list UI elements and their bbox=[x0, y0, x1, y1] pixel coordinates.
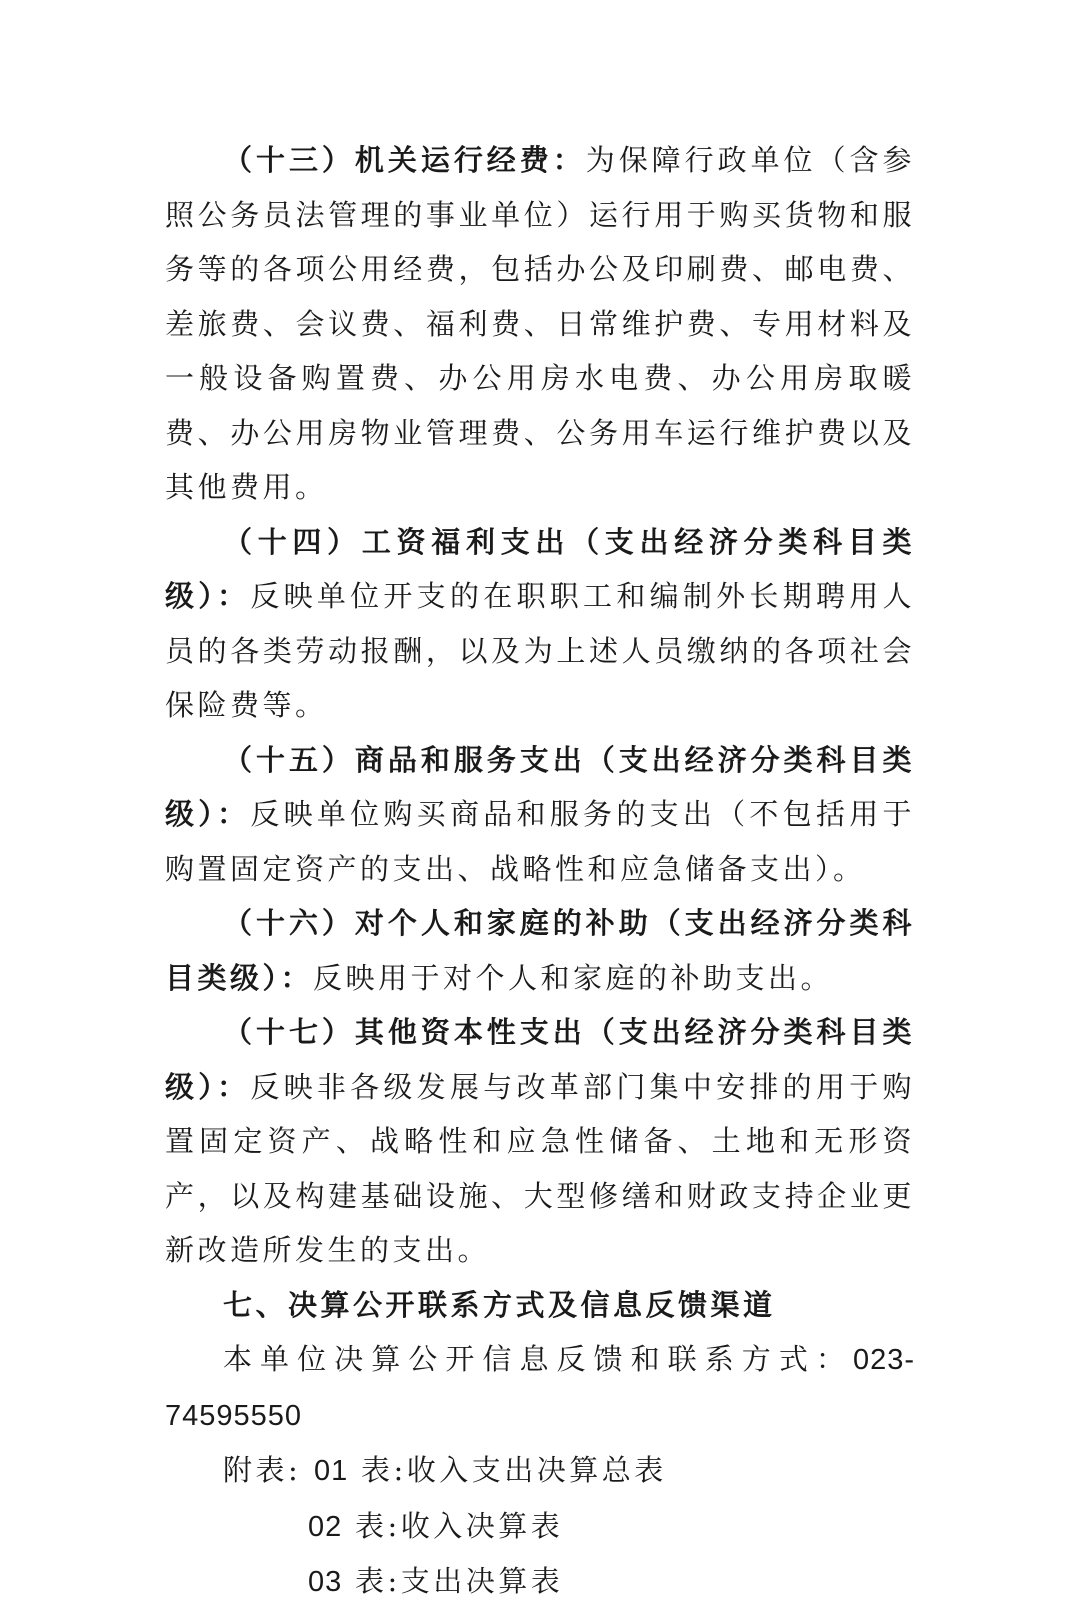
attachment-row-01 bbox=[165, 1443, 915, 1499]
contact-label: 本单位决算公开信息反馈和联系方式： bbox=[223, 1342, 853, 1376]
section-17-label: （十七）其他资本性支出（支出经济分类科目类级）： bbox=[165, 1015, 915, 1104]
document-body bbox=[165, 133, 915, 1610]
attachment-num: 01 bbox=[314, 1455, 349, 1487]
attachment-row-03 bbox=[165, 1554, 915, 1610]
section-16-paragraph bbox=[165, 896, 915, 1005]
section-7-heading: 七、决算公开联系方式及信息反馈渠道 bbox=[223, 1287, 776, 1322]
section-14-paragraph bbox=[165, 515, 915, 733]
attachment-name: 表:收入支出决算总表 bbox=[360, 1453, 667, 1487]
attachment-prefix: 附表: bbox=[223, 1453, 302, 1487]
section-17-paragraph bbox=[165, 1005, 915, 1278]
section-15-text: 反映单位购买商品和服务的支出（不包括用于购置固定资产的支出、战略性和应急储备支出）。 bbox=[165, 797, 915, 886]
section-16-text: 反映用于对个人和家庭的补助支出。 bbox=[313, 960, 834, 995]
attachment-name: 表:支出决算表 bbox=[354, 1564, 564, 1598]
section-16-label: （十六）对个人和家庭的补助（支出经济分类科目类级）： bbox=[165, 906, 915, 995]
attachment-num: 03 bbox=[308, 1566, 343, 1598]
attachment-row-02 bbox=[165, 1499, 915, 1555]
section-13-label: （十三）机关运行经费： bbox=[223, 143, 586, 177]
section-15-label: （十五）商品和服务支出（支出经济分类科目类级）： bbox=[165, 742, 915, 831]
contact-phone: 023-74595550 bbox=[165, 1344, 915, 1432]
section-17-text: 反映非各级发展与改革部门集中安排的用于购置固定资产、战略性和应急性储备、土地和无形资产，以及构建基础设施、大型修缮和财政支持企业更新改造所发生的支出。 bbox=[165, 1069, 915, 1267]
attachment-name: 表:收入决算表 bbox=[354, 1508, 564, 1543]
section-13-text: 为保障行政单位（含参照公务员法管理的事业单位）运行用于购买货物和服务等的各项公用经费，包括办公及印刷费、邮电费、差旅费、会议费、福利费、日常维护费、专用材料及一般设备购置费、办公用房水电费、办公用房取暖费、办公用房物业管理费、公务用车运行维护费以及其他费用。 bbox=[165, 143, 915, 504]
contact-line bbox=[165, 1332, 915, 1443]
section-15-paragraph bbox=[165, 733, 915, 897]
attachment-num: 02 bbox=[308, 1510, 343, 1543]
section-14-text: 反映单位开支的在职职工和编制外长期聘用人员的各类劳动报酬，以及为上述人员缴纳的各项社会保险费等。 bbox=[165, 579, 915, 722]
section-13-paragraph bbox=[165, 133, 915, 515]
section-14-label: （十四）工资福利支出（支出经济分类科目类级）： bbox=[165, 524, 915, 613]
